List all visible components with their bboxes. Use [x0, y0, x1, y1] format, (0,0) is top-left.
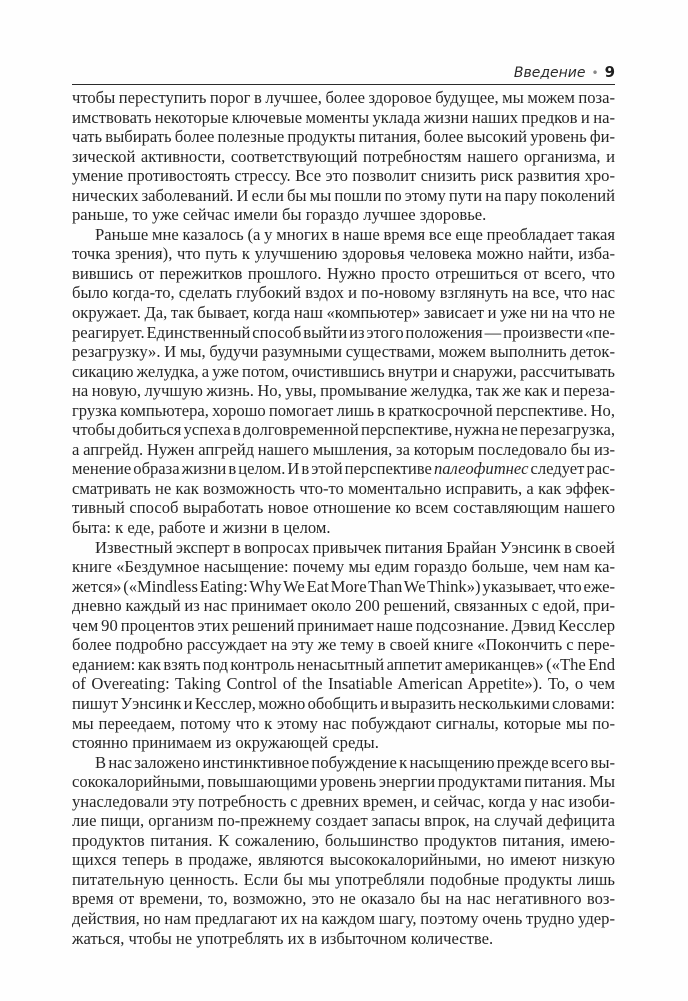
text-line: жется» («Mindless Eating: Why We Eat More Than We Think») указывает, что еже- — [72, 576, 615, 596]
text-line: еданием: как взять под контроль ненасытный аппетит американцев» («The End — [72, 654, 615, 674]
text-line: щихся теперь в продаже, являются высококалорийными, но имеют низкую — [72, 850, 615, 870]
paragraph — [72, 88, 615, 225]
text-line: сматривать не как возможность что-то моментально исправить, а как эффек- — [72, 478, 615, 498]
text-line: вившись от пережитков прошлого. Нужно просто отрешиться от всего, что — [72, 263, 615, 283]
text-line: умение противостоять стрессу. Все это позволит снизить риск развития хро- — [72, 166, 615, 186]
paragraph — [72, 753, 615, 948]
text-line: раньше, то уже сейчас имели бы гораздо лучшее здоровье. — [72, 205, 487, 225]
text-line: чтобы переступить порог в лучшее, более здоровое будущее, мы можем поза- — [72, 88, 615, 107]
text-line: of Overeating: Taking Control of the Insatiable American Appetite»). То, о чем — [72, 674, 615, 694]
text-line: быта: к еде, работе и жизни в целом. — [72, 518, 331, 538]
text-line: продуктов питания. К сожалению, большинство продуктов питания, имею- — [72, 830, 615, 850]
body-text — [72, 88, 615, 948]
text-line: время от времени, то, возможно, это не оказало бы на нас негативного воз- — [72, 889, 615, 909]
text-line: точка зрения), что путь к улучшению здоровья человека можно найти, изба- — [72, 244, 615, 264]
text-line: лие пищи, организм по-прежнему создает запасы впрок, на случай дефицита — [72, 811, 615, 831]
text-line: дневно каждый из нас принимает около 200 решений, связанных с едой, при- — [72, 596, 615, 616]
text-line: унаследовали эту потребность с древних времен, и сейчас, когда у нас изоби- — [72, 791, 615, 811]
text-line: менение образа жизни в целом. И в этой перспективе палеофитнес следует рас- — [72, 459, 615, 479]
text-line: имствовать некоторые ключевые моменты уклада жизни наших предков и на- — [72, 107, 615, 127]
text-line: стоянно принимаем из окружающей среды. — [72, 733, 379, 753]
text-line: В нас заложено инстинктивное побуждение к насыщению прежде всего вы- — [95, 752, 615, 772]
running-header — [72, 62, 615, 85]
text-line: реагирует. Единственный способ выйти из этого положения — произвести «пе- — [72, 322, 615, 342]
text-line: Раньше мне казалось (а у многих в наше время все еще преобладает такая — [95, 224, 615, 244]
text-line: более подробно рассуждает на эту же тему в своей книге «Покончить с пере- — [72, 635, 615, 655]
text-line: чать выбирать более полезные продукты питания, более высокий уровень фи- — [72, 127, 615, 147]
text-line: на новую, лучшую жизнь. Но, увы, промывание желудка, так же как и переза- — [72, 381, 615, 401]
paragraph — [72, 225, 615, 538]
separator-bullet: • — [591, 66, 599, 80]
section-title: Введение — [513, 65, 586, 81]
paragraph — [72, 538, 615, 753]
text-line: действия, но нам предлагают их на каждом шагу, поэтому очень трудно удер- — [72, 908, 615, 928]
italic-term: палеофитнес — [433, 459, 529, 479]
text-line: мы переедаем, потому что к этому нас побуждают сигналы, которые мы по- — [72, 713, 615, 733]
text-line: а апгрейд. Нужен апгрейд нашего мышления, за которым последовало бы из- — [72, 439, 615, 459]
text-line: чтобы добиться успеха в долговременной перспективе, нужна не перезагрузка, — [72, 420, 615, 440]
text-line: питательную ценность. Если бы мы употребляли подобные продукты лишь — [72, 869, 615, 889]
text-line: грузка компьютера, хорошо помогает лишь в краткосрочной перспективе. Но, — [72, 400, 615, 420]
text-line: чем 90 процентов этих решений принимает наше подсознание. Дэвид Кесслер — [72, 615, 615, 635]
text-line: сококалорийными, повышающими уровень энергии продуктами питания. Мы — [72, 772, 615, 792]
page-number: 9 — [604, 63, 615, 81]
text-line: жаться, чтобы не употреблять их в избыточном количестве. — [72, 928, 494, 948]
text-line: Известный эксперт в вопросах привычек питания Брайан Уэнсинк в своей — [95, 537, 615, 557]
text-line: сикацию желудка, а уже потом, очистившись внутри и снаружи, рассчитывать — [72, 361, 615, 381]
text-line: нических заболеваний. И если бы мы пошли по этому пути на пару поколений — [72, 185, 615, 205]
text-line: зической активности, соответствующий потребностям нашего организма, и — [72, 146, 615, 166]
text-line: было когда-то, сделать глубокий вздох и по-новому взглянуть на все, что нас — [72, 283, 615, 303]
text-line: окружает. Да, так бывает, когда наш «компьютер» зависает и уже ни на что не — [72, 303, 615, 323]
text-line: книге «Бездумное насыщение: почему мы едим гораздо больше, чем нам ка- — [72, 557, 615, 577]
text-line: тивный способ выработать новое отношение ко всем составляющим нашего — [72, 498, 615, 518]
text-line: пишут Уэнсинк и Кесслер, можно обобщить и выразить несколькими словами: — [72, 693, 615, 713]
text-line: резагрузку». И мы, будучи разумными существами, можем выполнить деток- — [72, 342, 615, 362]
